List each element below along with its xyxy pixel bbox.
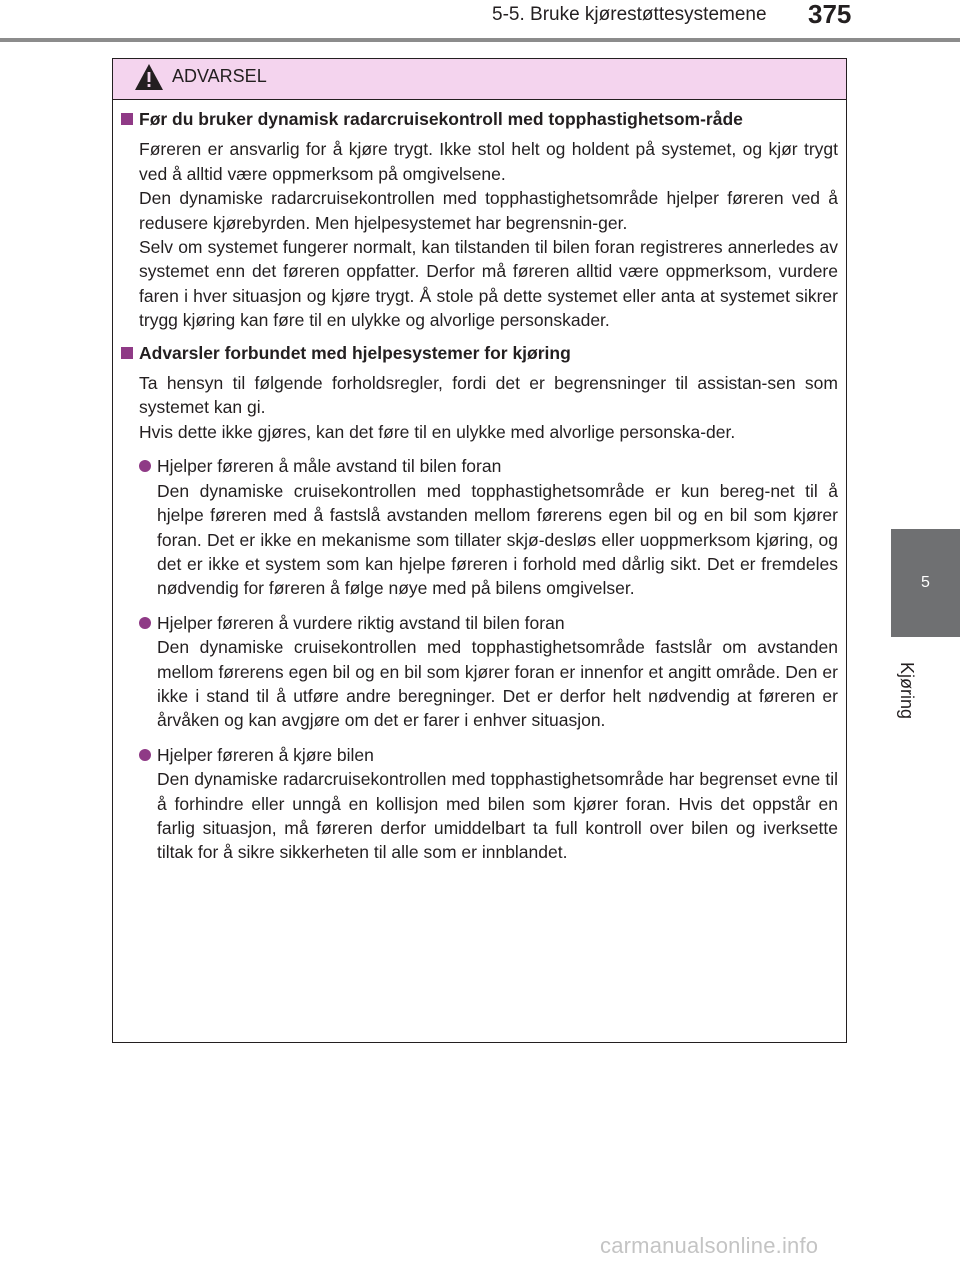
- bullet-item: [139, 454, 838, 600]
- chapter-tab: [891, 529, 960, 637]
- warning-label: ADVARSEL: [172, 66, 267, 86]
- paragraph: Ta hensyn til følgende forholdsregler, fordi det er begrensninger til assistan-sen som systemet kan gi.: [139, 373, 838, 418]
- running-header-title: 5-5. Bruke kjørestøttesystemene: [492, 4, 767, 25]
- bullet-body: [157, 454, 838, 600]
- paragraph: Føreren er ansvarlig for å kjøre trygt. Ikke stol helt og holdent på systemet, og kjør trygt ved å alltid være oppmerksom på omgivelsene.: [139, 139, 838, 184]
- warning-triangle-icon: [134, 63, 164, 91]
- page-number: 375: [808, 0, 852, 29]
- section-heading: [121, 341, 838, 365]
- warning-header: [113, 59, 846, 100]
- circle-bullet-icon: [139, 460, 151, 472]
- warning-content: [113, 105, 846, 873]
- bullet-text: Den dynamiske cruisekontrollen med topphastighetsområde fastslår om avstanden mellom førerens egen bil og en bil som kjører foran er innenfor et angitt område. Den er ikke i stand til å utføre andre beregninger. Det er derfor helt nødvendig at føreren er årvåken og kan avgjøre om det er farer i enhver situasjon.: [157, 637, 838, 731]
- bullet-title: Hjelper føreren å kjøre bilen: [157, 744, 374, 765]
- section-assist-warnings: [121, 341, 838, 865]
- bullet-text: Den dynamiske cruisekontrollen med topphastighetsområde er kun bereg-net til å hjelpe føreren med å fastslå avstanden mellom førerens egen bil og en bil som kjører foran. Det er ikke en mekanisme som tillater skjø-desløs eller uoppmerksom kjøring, og det er ikke et system som kan hjelpe føreren i forhold med dårlig sikt. Det er fremdeles nødvendig for føreren å følge nøye med på bilens omgivelser.: [157, 480, 838, 599]
- square-bullet-icon: [121, 347, 133, 359]
- paragraph: Selv om systemet fungerer normalt, kan tilstanden til bilen foran registreres annerledes av systemet enn det føreren oppfatter. Derfor må føreren alltid være oppmerksom, vurdere faren i hver situasjon og kjøre trygt. Å stole på dette systemet eller anta at systemet sikrer trygg kjøring kan føre til en ulykke og alvorlige personskader.: [139, 237, 838, 331]
- bullet-item: [139, 743, 838, 865]
- paragraph: Den dynamiske radarcruisekontrollen med topphastighetsområde hjelper føreren ved å redusere kjørebyrden. Men hjelpesystemet har begrensnin-ger.: [139, 188, 838, 233]
- chapter-label: Kjøring: [897, 661, 918, 719]
- bullet-text: Den dynamiske radarcruisekontrollen med topphastighetsområde har begrenset evne til å forhindre eller unngå en kollisjon med bilen som kjører foran. Hvis det oppstår en farlig situasjon, må føreren derfor umiddelbart ta full kontroll over bilen og iverksette tiltak for å sikre sikkerheten til alle som er innblandet.: [157, 769, 838, 863]
- bullet-title: Hjelper føreren å måle avstand til bilen foran: [157, 456, 502, 477]
- bullet-body: [157, 743, 838, 865]
- circle-bullet-icon: [139, 749, 151, 761]
- warning-box: [112, 58, 847, 1043]
- header-rule: [0, 38, 960, 42]
- square-bullet-icon: [121, 113, 133, 125]
- bullet-item: [139, 611, 838, 733]
- chapter-label-box: [862, 640, 952, 740]
- section-heading-text: Advarsler forbundet med hjelpesystemer for kjøring: [139, 342, 571, 363]
- section-heading-text: Før du bruker dynamisk radarcruisekontroll med topphastighetsom-råde: [139, 109, 743, 129]
- chapter-number: 5: [921, 574, 930, 591]
- paragraph: Hvis dette ikke gjøres, kan det føre til en ulykke med alvorlige personska-der.: [139, 421, 736, 442]
- watermark: carmanualsonline.info: [600, 1233, 819, 1258]
- section-body: [139, 137, 838, 332]
- bullet-title: Hjelper føreren å vurdere riktig avstand til bilen foran: [157, 612, 565, 633]
- section-heading: [121, 107, 838, 131]
- section-body: [139, 371, 838, 444]
- circle-bullet-icon: [139, 617, 151, 629]
- section-before-use: [121, 107, 838, 333]
- bullet-body: [157, 611, 838, 733]
